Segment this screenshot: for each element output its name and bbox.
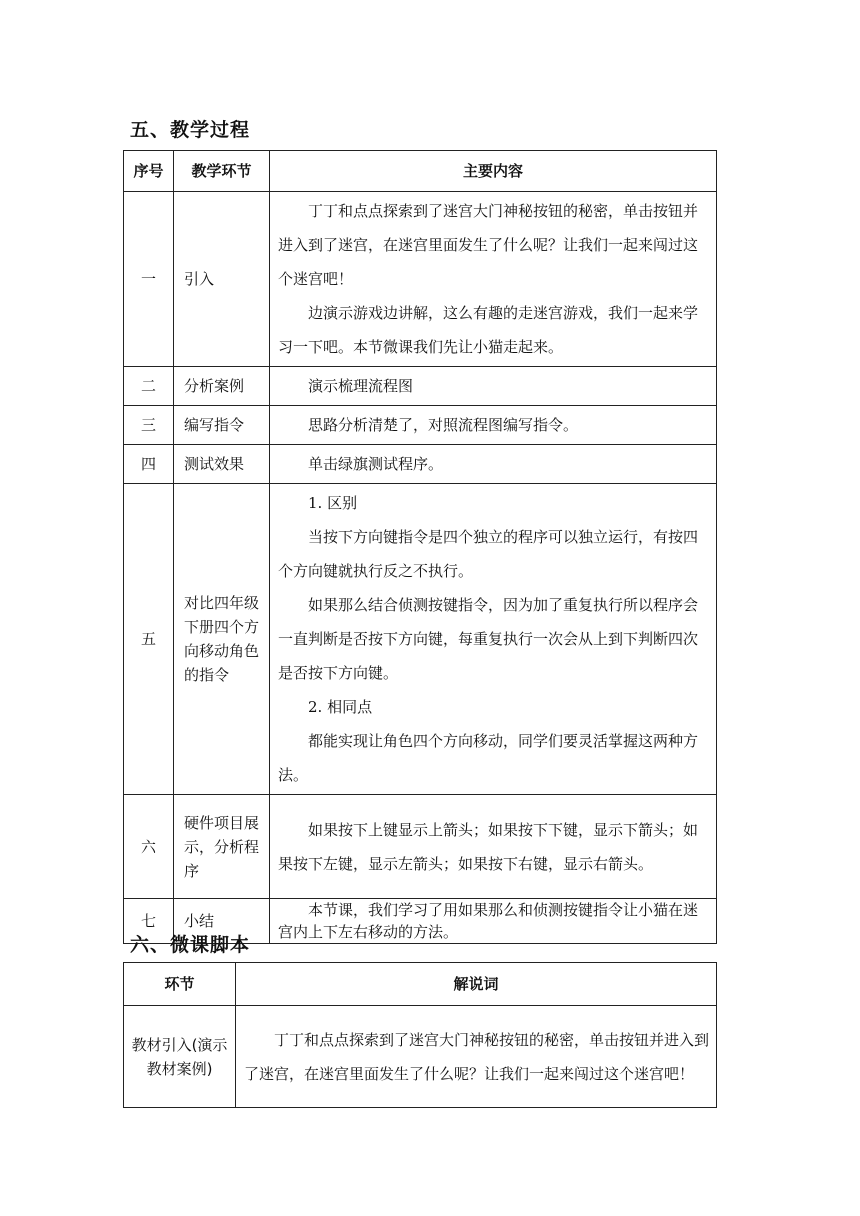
row-stage: 引入 <box>174 192 270 367</box>
table-header-row <box>124 963 717 1006</box>
row-content <box>270 367 717 406</box>
row-content <box>236 1006 717 1108</box>
header-narration: 解说词 <box>236 963 717 1006</box>
row-number: 四 <box>124 445 174 484</box>
micro-lesson-script-table <box>123 962 717 1108</box>
row-content <box>270 406 717 445</box>
table-row <box>124 367 717 406</box>
table-row <box>124 406 717 445</box>
section-title-micro-lesson-script: 六、微课脚本 <box>130 934 251 956</box>
header-stage: 环节 <box>124 963 236 1006</box>
content-paragraph: 丁丁和点点探索到了迷宫大门神秘按钮的秘密，单击按钮并进入到了迷宫，在迷宫里面发生了什么呢？让我们一起来闯过这个迷宫吧！ <box>244 1030 710 1083</box>
row-number: 六 <box>124 795 174 899</box>
row-number: 七 <box>124 899 174 944</box>
teaching-process-table <box>123 150 717 944</box>
header-stage: 教学环节 <box>174 151 270 192</box>
row-content <box>270 484 717 795</box>
content-paragraph: 丁丁和点点探索到了迷宫大门神秘按钮的秘密，单击按钮并进入到了迷宫，在迷宫里面发生了什么呢？让我们一起来闯过这个迷宫吧！ <box>278 202 699 288</box>
row-stage: 编写指令 <box>174 406 270 445</box>
row-number: 三 <box>124 406 174 445</box>
row-stage: 小结 <box>174 899 270 944</box>
section-title-teaching-process: 五、教学过程 <box>130 119 251 141</box>
content-paragraph: 2. 相同点 <box>308 698 373 716</box>
content-paragraph: 如果那么结合侦测按键指令，因为加了重复执行所以程序会一直判断是否按下方向键，每重复执行一次会从上到下判断四次是否按下方向键。 <box>278 596 699 682</box>
row-number: 五 <box>124 484 174 795</box>
header-number: 序号 <box>124 151 174 192</box>
content-paragraph: 都能实现让角色四个方向移动，同学们要灵活掌握这两种方法。 <box>278 732 699 784</box>
header-content: 主要内容 <box>270 151 717 192</box>
table-row <box>124 795 717 899</box>
row-stage: 硬件项目展示，分析程序 <box>174 795 270 899</box>
content-paragraph: 单击绿旗测试程序。 <box>308 455 444 473</box>
content-paragraph: 边演示游戏边讲解，这么有趣的走迷宫游戏，我们一起来学习一下吧。本节微课我们先让小猫走起来。 <box>278 304 699 356</box>
row-content <box>270 445 717 484</box>
content-paragraph: 当按下方向键指令是四个独立的程序可以独立运行，有按四个方向键就执行反之不执行。 <box>278 528 699 580</box>
table-row <box>124 484 717 795</box>
content-paragraph: 1. 区别 <box>308 494 358 512</box>
content-paragraph: 如果按下上键显示上箭头；如果按下下键，显示下箭头；如果按下左键，显示左箭头；如果按下右键，显示右箭头。 <box>278 820 699 873</box>
row-number: 一 <box>124 192 174 367</box>
row-number: 二 <box>124 367 174 406</box>
table-row <box>124 445 717 484</box>
table-row <box>124 1006 717 1108</box>
content-paragraph: 演示梳理流程图 <box>308 377 414 395</box>
content-paragraph: 思路分析清楚了，对照流程图编写指令。 <box>308 416 579 434</box>
row-stage: 测试效果 <box>174 445 270 484</box>
row-stage: 对比四年级下册四个方向移动角色的指令 <box>174 484 270 795</box>
table-row <box>124 192 717 367</box>
row-content <box>270 899 717 944</box>
row-stage: 分析案例 <box>174 367 270 406</box>
table-header-row <box>124 151 717 192</box>
row-stage: 教材引入(演示教材案例) <box>124 1006 236 1108</box>
content-paragraph: 本节课，我们学习了用如果那么和侦测按键指令让小猫在迷宫内上下左右移动的方法。 <box>278 901 699 941</box>
row-content <box>270 192 717 367</box>
row-content <box>270 795 717 899</box>
